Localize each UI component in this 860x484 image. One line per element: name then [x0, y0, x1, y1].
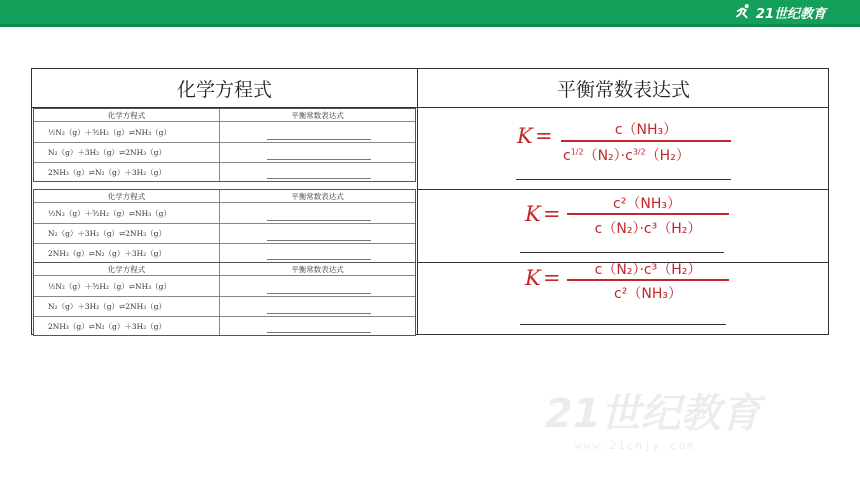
answer-blank	[267, 159, 371, 160]
equation-3: 2NH₃（g）⇌N₂（g）＋3H₂（g）	[48, 248, 166, 258]
equation-1: ½N₂（g）＋³⁄₂H₂（g）⇌NH₃（g）	[48, 127, 171, 137]
answer-blank	[267, 332, 371, 333]
answer-blank	[267, 240, 371, 241]
k3-denominator: c²（NH₃）	[614, 286, 682, 302]
fraction-bar	[567, 279, 729, 281]
top-banner	[0, 0, 860, 24]
equation-2: N₂（g）＋3H₂（g）⇌2NH₃（g）	[48, 302, 166, 311]
answer-blank	[267, 178, 371, 179]
watermark	[545, 385, 835, 455]
fraction-bar	[561, 140, 731, 142]
brand-logo	[735, 3, 826, 21]
answer-blank	[267, 220, 371, 221]
answer-blank	[267, 313, 371, 314]
k1-denominator: $c^{1/2}(N_2)\cdot c^{3/2}(H_2)$	[563, 147, 690, 164]
equation-1: ½N₂（g）＋³⁄₂H₂（g）⇌NH₃（g）	[48, 281, 171, 291]
mini-table-3	[33, 262, 416, 336]
row-divider	[418, 189, 829, 190]
logo-text: 21世纪教育	[755, 6, 826, 22]
equation-3: 2NH₃（g）⇌N₂（g）＋3H₂（g）	[48, 321, 166, 331]
answer-underline	[520, 324, 726, 325]
k3-numerator: c（N₂）·c³（H₂）	[594, 262, 702, 278]
mini-table-1	[33, 108, 416, 182]
runner-icon	[735, 3, 753, 21]
k2-denominator: c（N₂）·c³（H₂）	[594, 221, 702, 237]
watermark-url: www.21cnjy.com	[575, 439, 696, 452]
answer-blank	[267, 293, 371, 294]
fraction-bar	[567, 213, 729, 215]
mini-header-left: 化学方程式	[107, 191, 146, 201]
equation-3: 2NH₃（g）⇌N₂（g）＋3H₂（g）	[48, 167, 166, 177]
mini-header-right: 平衡常数表达式	[291, 191, 344, 201]
equilibrium-table: 化学方程式 平衡常数表达式 化学方程式 平衡常数表达式 ½N₂（g）＋³⁄₂H₂（g）⇌NH₃（g） N₂（g）＋3H₂（g）⇌2NH₃（g） 2NH₃（g）⇌N₂（g）＋3H₂（g） 化学方程式 平衡常数表达式 ½N₂（g）＋³⁄₂H₂（g）⇌NH₃（g） N₂（g）＋3H₂（g）⇌2NH₃（g） 2NH₃（g）⇌N₂（g）＋3H₂（g） 化学方程式 平衡常数表达式 ½N₂（g）＋³⁄₂H₂（g）⇌NH₃（g） N₂（g）＋3H₂（g）⇌2NH₃（g） 2NH₃（g）⇌N₂（g）＋3H₂（g） K = c（NH₃） $c^{1/2}(N_2)\cdot c^{3/2}(H_2)$ K = c²（NH₃） c（N₂）·c³（H₂） K = c（N₂）·c³（H₂） c²（NH₃）	[31, 68, 829, 335]
equation-1: ½N₂（g）＋³⁄₂H₂（g）⇌NH₃（g）	[48, 208, 171, 218]
watermark-text: 21世纪教育	[545, 391, 761, 437]
answer-underline	[520, 252, 724, 253]
equation-2: N₂（g）＋3H₂（g）⇌2NH₃（g）	[48, 229, 166, 238]
answer-blank	[267, 139, 371, 140]
mini-header-left: 化学方程式	[107, 110, 146, 120]
mini-header-right: 平衡常数表达式	[291, 264, 344, 274]
answer-underline	[516, 179, 731, 180]
header-equation: 化学方程式	[176, 78, 272, 101]
k2-numerator: c²（NH₃）	[613, 196, 681, 212]
banner-accent	[0, 24, 860, 27]
mini-table-2	[33, 189, 416, 263]
k1-numerator: c（NH₃）	[614, 122, 678, 138]
answer-blank	[267, 259, 371, 260]
header-constant: 平衡常数表达式	[556, 78, 690, 101]
mini-header-right: 平衡常数表达式	[291, 110, 344, 120]
column-divider	[417, 69, 418, 335]
equation-2: N₂（g）＋3H₂（g）⇌2NH₃（g）	[48, 148, 166, 157]
mini-header-left: 化学方程式	[107, 264, 146, 274]
